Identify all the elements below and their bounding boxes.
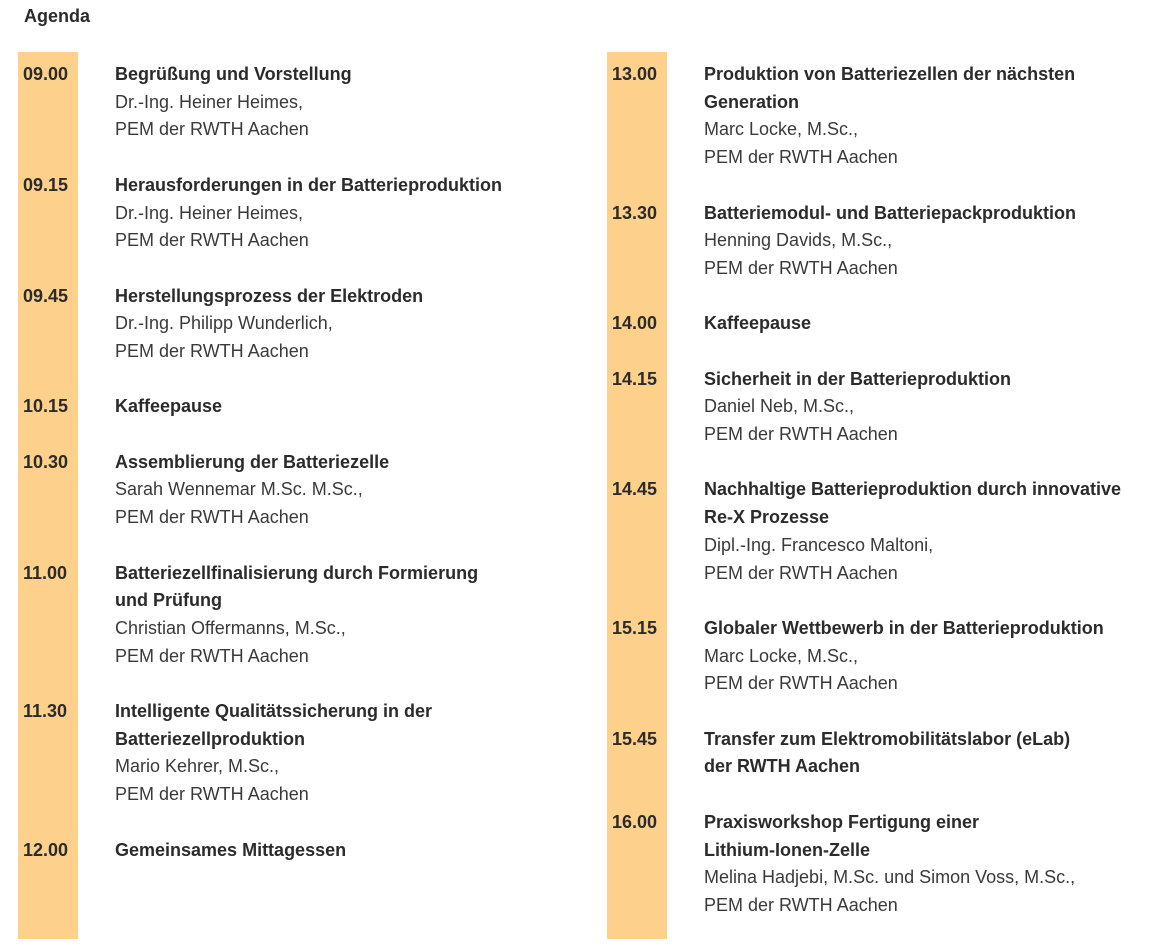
agenda-time: 10.15 [23,396,69,417]
agenda-affiliation: PEM der RWTH Aachen [704,673,898,694]
agenda-list-right [607,52,1155,920]
agenda-affiliation: PEM der RWTH Aachen [704,147,898,168]
agenda-content [704,200,1155,283]
agenda-content [704,809,1155,920]
agenda-speaker: Dr.-Ing. Philipp Wunderlich, [115,313,333,334]
agenda-item [18,837,578,865]
agenda-time: 11.00 [23,562,68,583]
agenda-title: Transfer zum Elektromobilitätslabor (eLab) [704,728,1071,749]
agenda-time: 13.00 [612,64,658,84]
agenda-content [115,172,578,255]
agenda-heading: Agenda [24,6,91,26]
agenda-title: Begrüßung und Vorstellung [115,64,352,84]
agenda-content [704,615,1155,698]
agenda-content [704,310,1155,338]
agenda-affiliation: PEM der RWTH Aachen [115,507,309,528]
agenda-time: 14.00 [612,313,658,334]
agenda-time: 14.45 [612,479,658,500]
agenda-title: Batteriemodul- und Batteriepackproduktion [704,202,1077,223]
agenda-affiliation: PEM der RWTH Aachen [704,257,898,278]
agenda-title: Generation [704,91,800,112]
agenda-affiliation: PEM der RWTH Aachen [704,562,898,583]
agenda-affiliation: PEM der RWTH Aachen [115,645,309,666]
agenda-title: Produktion von Batteriezellen der nächsten [704,64,1076,84]
agenda-item [607,61,1155,172]
agenda-item [18,172,578,255]
agenda-content [115,393,578,421]
agenda-item [18,283,578,366]
agenda-content [115,449,578,532]
agenda-item [18,393,578,421]
agenda-content [115,560,578,671]
agenda-speaker: Daniel Neb, M.Sc., [704,396,855,417]
agenda-speaker: Dipl.-Ing. Francesco Maltoni, [704,534,934,555]
agenda-time: 09.00 [23,64,69,84]
agenda-affiliation: PEM der RWTH Aachen [704,894,898,915]
agenda-affiliation: PEM der RWTH Aachen [115,784,309,805]
agenda-title: Nachhaltige Batterieproduktion durch innovative [704,479,1122,500]
agenda-item [607,366,1155,449]
agenda-item [607,476,1155,587]
agenda-content [115,837,578,865]
agenda-time: 10.30 [23,451,69,472]
agenda-content [704,366,1155,449]
agenda-item [607,809,1155,920]
agenda-item [18,449,578,532]
agenda-title: Batteriezellproduktion [115,728,306,749]
agenda-item [607,615,1155,698]
agenda-column-right [607,52,1155,939]
agenda-speaker: Henning Davids, M.Sc., [704,230,893,251]
agenda-time: 15.45 [612,728,658,749]
agenda-title: Herausforderungen in der Batterieproduktion [115,174,503,195]
agenda-item [18,560,578,671]
agenda-title: Herstellungsprozess der Elektroden [115,285,424,306]
agenda-title: Gemeinsames Mittagessen [115,839,347,860]
agenda-content [704,476,1155,587]
agenda-time: 11.30 [23,701,68,722]
agenda-content [704,61,1155,172]
agenda-time: 09.15 [23,174,69,195]
agenda-speaker: Christian Offermanns, M.Sc., [115,617,346,638]
agenda-list-left [18,52,578,864]
agenda-title: der RWTH Aachen [704,756,861,777]
agenda-speaker: Melina Hadjebi, M.Sc. und Simon Voss, M.Sc., [704,867,1076,888]
agenda-content [115,283,578,366]
agenda-speaker: Marc Locke, M.Sc., [704,119,859,140]
agenda-title: Assemblierung der Batteriezelle [115,451,390,472]
agenda-item [18,698,578,809]
agenda-title: Kaffeepause [115,396,223,417]
agenda-speaker: Dr.-Ing. Heiner Heimes, [115,91,304,112]
agenda-affiliation: PEM der RWTH Aachen [115,341,309,361]
agenda-affiliation: PEM der RWTH Aachen [704,424,898,445]
agenda-title: Kaffeepause [704,313,812,334]
agenda-affiliation: PEM der RWTH Aachen [115,230,309,251]
agenda-content [704,726,1155,781]
agenda-title: und Prüfung [115,590,222,611]
agenda-title: Globaler Wettbewerb in der Batterieproduktion [704,617,1104,638]
agenda-content [115,698,578,809]
agenda-time: 16.00 [612,811,658,832]
agenda-item [607,310,1155,338]
agenda-item [607,726,1155,781]
agenda-item [18,61,578,144]
agenda-item [607,200,1155,283]
agenda-time: 15.15 [612,617,658,638]
agenda-title: Praxisworkshop Fertigung einer [704,811,980,832]
agenda-speaker: Marc Locke, M.Sc., [704,645,859,666]
agenda-speaker: Mario Kehrer, M.Sc., [115,756,280,777]
agenda-time: 12.00 [23,839,69,860]
agenda-speaker: Sarah Wennemar M.Sc. M.Sc., [115,479,363,500]
agenda-title: Lithium-Ionen-Zelle [704,839,870,860]
agenda-affiliation: PEM der RWTH Aachen [115,119,309,140]
agenda-time: 09.45 [23,285,69,306]
agenda-content [115,61,578,144]
agenda-speaker: Dr.-Ing. Heiner Heimes, [115,202,304,223]
agenda-title: Re-X Prozesse [704,507,830,528]
agenda-title: Sicherheit in der Batterieproduktion [704,368,1012,389]
agenda-title: Batteriezellfinalisierung durch Formierung [115,562,479,583]
agenda-time: 14.15 [612,368,658,389]
agenda-time: 13.30 [612,202,658,223]
agenda-column-left [18,52,578,939]
agenda-title: Intelligente Qualitätssicherung in der [115,701,433,722]
